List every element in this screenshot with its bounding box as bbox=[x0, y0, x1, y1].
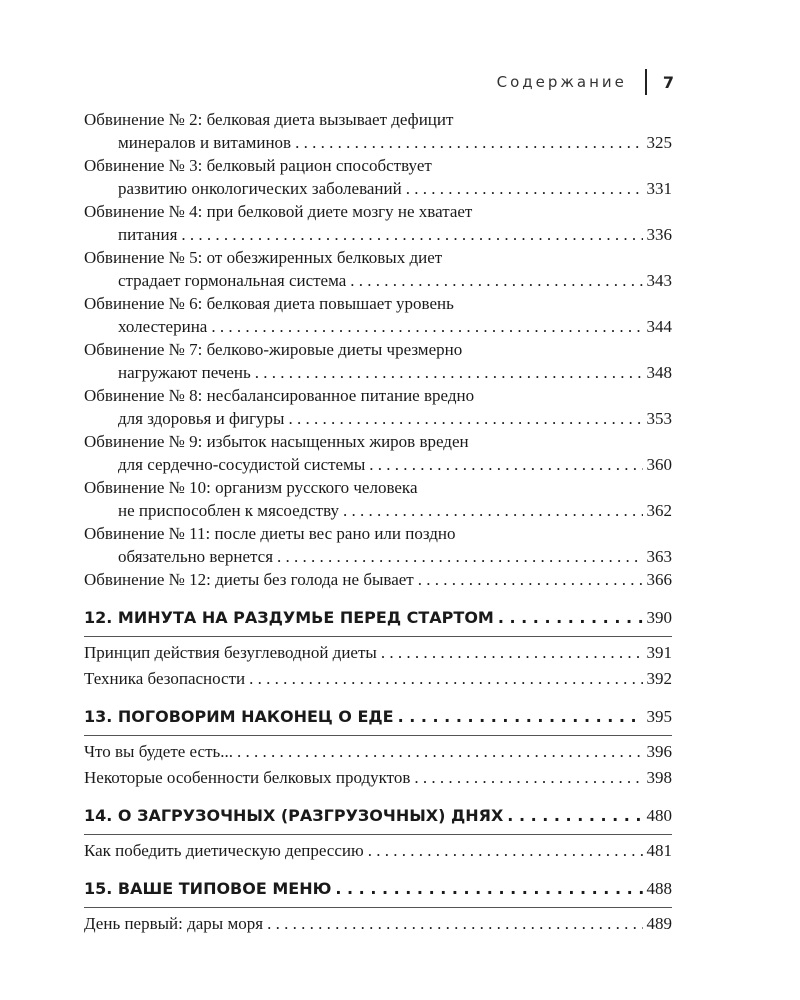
leader-dots bbox=[418, 570, 643, 590]
leader-dots bbox=[211, 317, 642, 337]
entry-page: 362 bbox=[646, 501, 672, 520]
toc-entry[interactable] bbox=[84, 432, 672, 478]
entry-title-continued: для здоровья и фигуры bbox=[118, 409, 285, 428]
leader-dots bbox=[267, 914, 642, 934]
chapter-heading[interactable] bbox=[84, 707, 672, 733]
entry-title: Обвинение № 12: диеты без голода не бывает bbox=[84, 570, 414, 589]
toc-entry[interactable] bbox=[84, 248, 672, 294]
entry-page: 363 bbox=[646, 547, 672, 566]
entry-page: 325 bbox=[646, 133, 672, 152]
entry-title-continued: развитию онкологических заболеваний bbox=[118, 179, 402, 198]
toc-entry[interactable] bbox=[84, 570, 672, 596]
entry-title: Обвинение № 7: белково-жировые диеты чрезмерно bbox=[84, 340, 463, 359]
page-number: 7 bbox=[662, 72, 674, 92]
chapter-heading[interactable] bbox=[84, 608, 672, 634]
entry-title-continued: обязательно вернется bbox=[118, 547, 274, 566]
chapter-page: 488 bbox=[646, 879, 672, 898]
entry-title: Обвинение № 6: белковая диета повышает уровень bbox=[84, 294, 454, 313]
toc-entry[interactable] bbox=[84, 386, 672, 432]
leader-dots bbox=[381, 643, 643, 663]
chapter-heading[interactable] bbox=[84, 806, 672, 832]
chapter-heading[interactable] bbox=[84, 879, 672, 905]
entry-page: 396 bbox=[646, 742, 672, 761]
leader-dots bbox=[343, 501, 642, 521]
entry-page: 392 bbox=[646, 669, 672, 688]
leader-dots bbox=[249, 669, 642, 689]
entry-title-continued: холестерина bbox=[118, 317, 208, 336]
entry-title-continued: для сердечно-сосудистой системы bbox=[118, 455, 366, 474]
toc-entry[interactable] bbox=[84, 742, 672, 768]
entry-page: 353 bbox=[646, 409, 672, 428]
entry-page: 360 bbox=[646, 455, 672, 474]
entry-title: Обвинение № 4: при белковой диете мозгу не хватает bbox=[84, 202, 473, 221]
chapter-title: 14. О ЗАГРУЗОЧНЫХ (РАЗГРУЗОЧНЫХ) ДНЯХ bbox=[84, 806, 504, 825]
leader-dots bbox=[181, 225, 642, 245]
toc-entry[interactable] bbox=[84, 294, 672, 340]
entry-title: Обвинение № 10: организм русского человека bbox=[84, 478, 418, 497]
chapter-divider bbox=[84, 636, 672, 637]
entry-title-continued: нагружают печень bbox=[118, 363, 251, 382]
entry-title: Обвинение № 11: после диеты вес рано или поздно bbox=[84, 524, 456, 543]
chapter-title: 12. МИНУТА НА РАЗДУМЬЕ ПЕРЕД СТАРТОМ bbox=[84, 608, 494, 627]
entry-title: Техника безопасности bbox=[84, 669, 246, 688]
leader-dots bbox=[295, 133, 642, 153]
entry-title-continued: минералов и витаминов bbox=[118, 133, 292, 152]
running-header bbox=[497, 69, 674, 95]
entry-title: Как победить диетическую депрессию bbox=[84, 841, 364, 860]
leader-dots bbox=[398, 707, 643, 726]
leader-dots bbox=[414, 768, 642, 788]
entry-title: День первый: дары моря bbox=[84, 914, 264, 933]
entry-page: 343 bbox=[646, 271, 672, 290]
toc-entry[interactable] bbox=[84, 643, 672, 669]
leader-dots bbox=[498, 608, 643, 627]
entry-title-continued: не приспособлен к мясоедству bbox=[118, 501, 340, 520]
table-of-contents bbox=[84, 110, 672, 940]
toc-entry[interactable] bbox=[84, 156, 672, 202]
leader-dots bbox=[406, 179, 643, 199]
toc-entry[interactable] bbox=[84, 768, 672, 794]
chapter-title: 13. ПОГОВОРИМ НАКОНЕЦ О ЕДЕ bbox=[84, 707, 394, 726]
chapter-title: 15. ВАШЕ ТИПОВОЕ МЕНЮ bbox=[84, 879, 332, 898]
chapter-page: 480 bbox=[646, 806, 672, 825]
toc-entry[interactable] bbox=[84, 914, 672, 940]
entry-title-continued: питания bbox=[118, 225, 178, 244]
entry-page: 331 bbox=[646, 179, 672, 198]
toc-entry[interactable] bbox=[84, 841, 672, 867]
toc-entry[interactable] bbox=[84, 669, 672, 695]
entry-page: 391 bbox=[646, 643, 672, 662]
entry-page: 344 bbox=[646, 317, 672, 336]
entry-page: 366 bbox=[646, 570, 672, 589]
leader-dots bbox=[237, 742, 643, 762]
entry-page: 489 bbox=[646, 914, 672, 933]
chapter-divider bbox=[84, 735, 672, 736]
entry-title: Что вы будете есть... bbox=[84, 742, 233, 761]
entry-title: Принцип действия безуглеводной диеты bbox=[84, 643, 377, 662]
leader-dots bbox=[350, 271, 642, 291]
entry-page: 336 bbox=[646, 225, 672, 244]
toc-entry[interactable] bbox=[84, 524, 672, 570]
leader-dots bbox=[368, 841, 643, 861]
toc-entry[interactable] bbox=[84, 110, 672, 156]
entry-title: Обвинение № 8: несбалансированное питание вредно bbox=[84, 386, 475, 405]
toc-entry[interactable] bbox=[84, 202, 672, 248]
entry-page: 481 bbox=[646, 841, 672, 860]
chapter-page: 390 bbox=[646, 608, 672, 627]
toc-entry[interactable] bbox=[84, 340, 672, 386]
leader-dots bbox=[369, 455, 642, 475]
toc-entry[interactable] bbox=[84, 478, 672, 524]
entry-title: Обвинение № 9: избыток насыщенных жиров вреден bbox=[84, 432, 469, 451]
leader-dots bbox=[277, 547, 642, 567]
leader-dots bbox=[507, 806, 642, 825]
entry-title: Некоторые особенности белковых продуктов bbox=[84, 768, 411, 787]
header-title: Содержание bbox=[496, 73, 627, 91]
leader-dots bbox=[255, 363, 643, 383]
entry-title: Обвинение № 3: белковый рацион способствует bbox=[84, 156, 432, 175]
chapter-divider bbox=[84, 834, 672, 835]
header-divider bbox=[645, 69, 647, 95]
entry-title: Обвинение № 5: от обезжиренных белковых диет bbox=[84, 248, 443, 267]
entry-title-continued: страдает гормональная система bbox=[118, 271, 347, 290]
entry-page: 348 bbox=[646, 363, 672, 382]
chapter-page: 395 bbox=[646, 707, 672, 726]
leader-dots bbox=[335, 879, 642, 898]
chapter-divider bbox=[84, 907, 672, 908]
leader-dots bbox=[288, 409, 642, 429]
entry-title: Обвинение № 2: белковая диета вызывает дефицит bbox=[84, 110, 454, 129]
entry-page: 398 bbox=[646, 768, 672, 787]
